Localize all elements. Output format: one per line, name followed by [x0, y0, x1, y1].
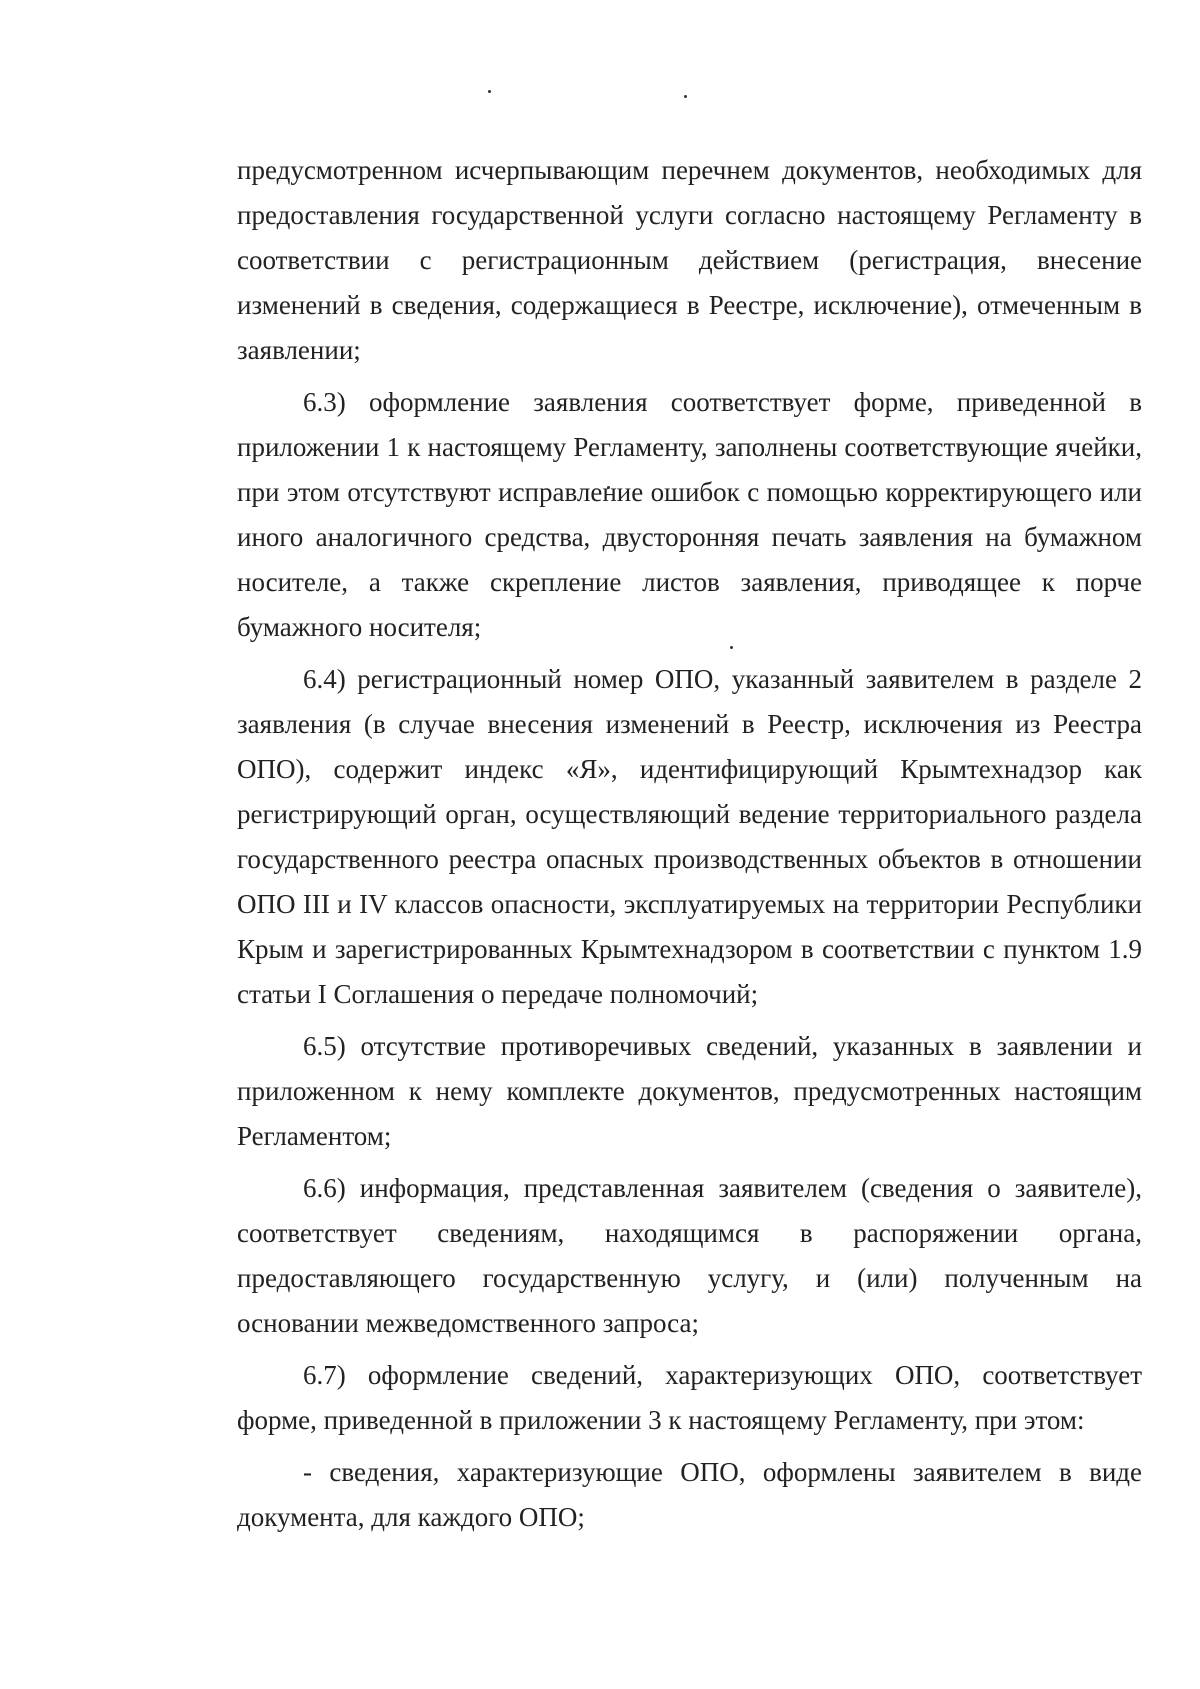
paragraph-dash-item: - сведения, характеризующие ОПО, оформлены заявителем в виде документа, для каждого ОПО; [237, 1457, 1142, 1532]
scan-speck [488, 90, 491, 93]
paragraph-6-5: 6.5) отсутствие противоречивых сведений, указанных в заявлении и приложенном к нему комплекте документов, предусмотренных настоящим Регламентом; [237, 1031, 1142, 1151]
paragraph-6-4: 6.4) регистрационный номер ОПО, указанный заявителем в разделе 2 заявления (в случае внесения изменений в Реестр, исключения из Реестра ОПО), содержит индекс «Я», идентифицирующий Крымтехнадзор как регистрирующий орган, осуществляющий ведение территориального раздела государственного реестра опасных производственных объектов в отношении ОПО III и IV классов опасности, эксплуатируемых на территории Республики Крым и зарегистрированных Крымтехнадзором в соответствии с пунктом 1.9 статьи I Соглашения о передаче полномочий; [237, 664, 1142, 1009]
document-body [237, 148, 1142, 1547]
paragraph-6-7: 6.7) оформление сведений, характеризующих ОПО, соответствует форме, приведенной в приложении 3 к настоящему Регламенту, при этом: [237, 1360, 1142, 1435]
scan-speck [684, 95, 687, 98]
paragraph-6-3: 6.3) оформление заявления соответствует форме, приведенной в приложении 1 к настоящему Регламенту, заполнены соответствующие ячейки, при этом отсутствуют исправление ошибок с помощью корректирующего или иного аналогичного средства, двусторонняя печать заявления на бумажном носителе, а также скрепление листов заявления, приводящее к порче бумажного носителя; [237, 387, 1142, 642]
paragraph-6-6: 6.6) информация, представленная заявителем (сведения о заявителе), соответствует сведениям, находящимся в распоряжении органа, предоставляющего государственную услугу, и (или) полученным на основании межведомственного запроса; [237, 1173, 1142, 1338]
paragraph-continuation: предусмотренном исчерпывающим перечнем документов, необходимых для предоставления государственной услуги согласно настоящему Регламенту в соответствии с регистрационным действием (регистрация, внесение изменений в сведения, содержащиеся в Реестре, исключение), отмеченным в заявлении; [237, 155, 1142, 365]
